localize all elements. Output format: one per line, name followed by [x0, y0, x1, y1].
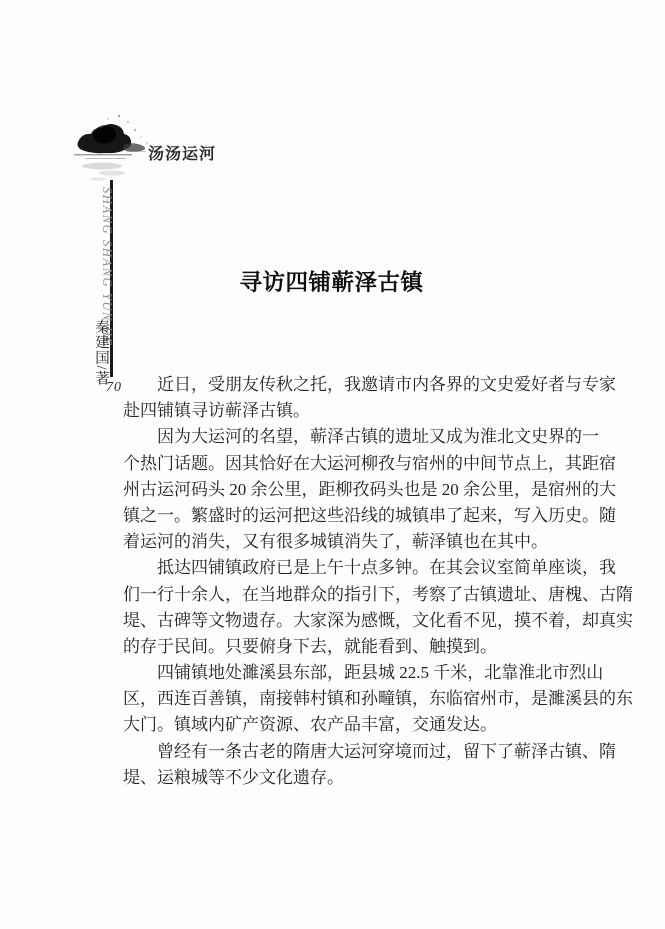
body-line: 区，西连百善镇，南接韩村镇和孙疃镇，东临宿州市，是濉溪县的东	[123, 689, 633, 709]
body-line: 因为大运河的名望，蕲泽古镇的遗址又成为淮北文史界的一	[123, 427, 599, 447]
page-number: 70	[106, 380, 122, 395]
body-line: 的存于民间。只要俯身下去，就能看到、触摸到。	[123, 636, 497, 656]
body-line: 近日，受朋友传秋之托，我邀请市内各界的文史爱好者与专家	[123, 375, 616, 394]
body-line: 四铺镇地处濉溪县东部，距县城 22.5 千米，北靠淮北市烈山	[123, 663, 604, 683]
series-title: 汤汤运河	[148, 146, 217, 163]
ink-wash-logo-icon	[72, 110, 158, 184]
author-name: 秦建国/著	[93, 319, 109, 387]
body-line: 州古运河码头 20 余公里，距柳孜码头也是 20 余公里，是宿州的大	[123, 479, 616, 499]
body-line: 着运河的消失，又有很多城镇消失了，蕲泽镇也在其中。	[123, 532, 548, 552]
series-title-pinyin: SHANG SHANG YUN HE	[100, 187, 114, 347]
article-title: 寻访四铺蕲泽古镇	[239, 270, 424, 295]
body-line: 抵达四铺镇政府已是上午十点多钟。在其会议室简单座谈，我	[123, 558, 616, 578]
body-line: 个热门话题。因其恰好在大运河柳孜与宿州的中间节点上，其距宿	[123, 453, 616, 473]
article-body	[123, 372, 633, 791]
body-line: 们一行十余人，在当地群众的指引下，考察了古镇遗址、唐槐、古隋	[123, 584, 633, 604]
body-line: 镇之一。繁盛时的运河把这些沿线的城镇串了起来，写入历史。随	[123, 505, 616, 525]
body-line: 大门。镇域内矿产资源、农产品丰富，交通发达。	[123, 715, 497, 735]
body-line: 堤、运粮城等不少文化遗存。	[123, 767, 344, 787]
body-line: 堤、古碑等文物遗存。大家深为感慨，文化看不见，摸不着，却真实	[123, 610, 633, 630]
body-line: 赴四铺镇寻访蕲泽古镇。	[123, 401, 310, 421]
body-line: 曾经有一条古老的隋唐大运河穿境而过，留下了蕲泽古镇、隋	[123, 741, 616, 761]
